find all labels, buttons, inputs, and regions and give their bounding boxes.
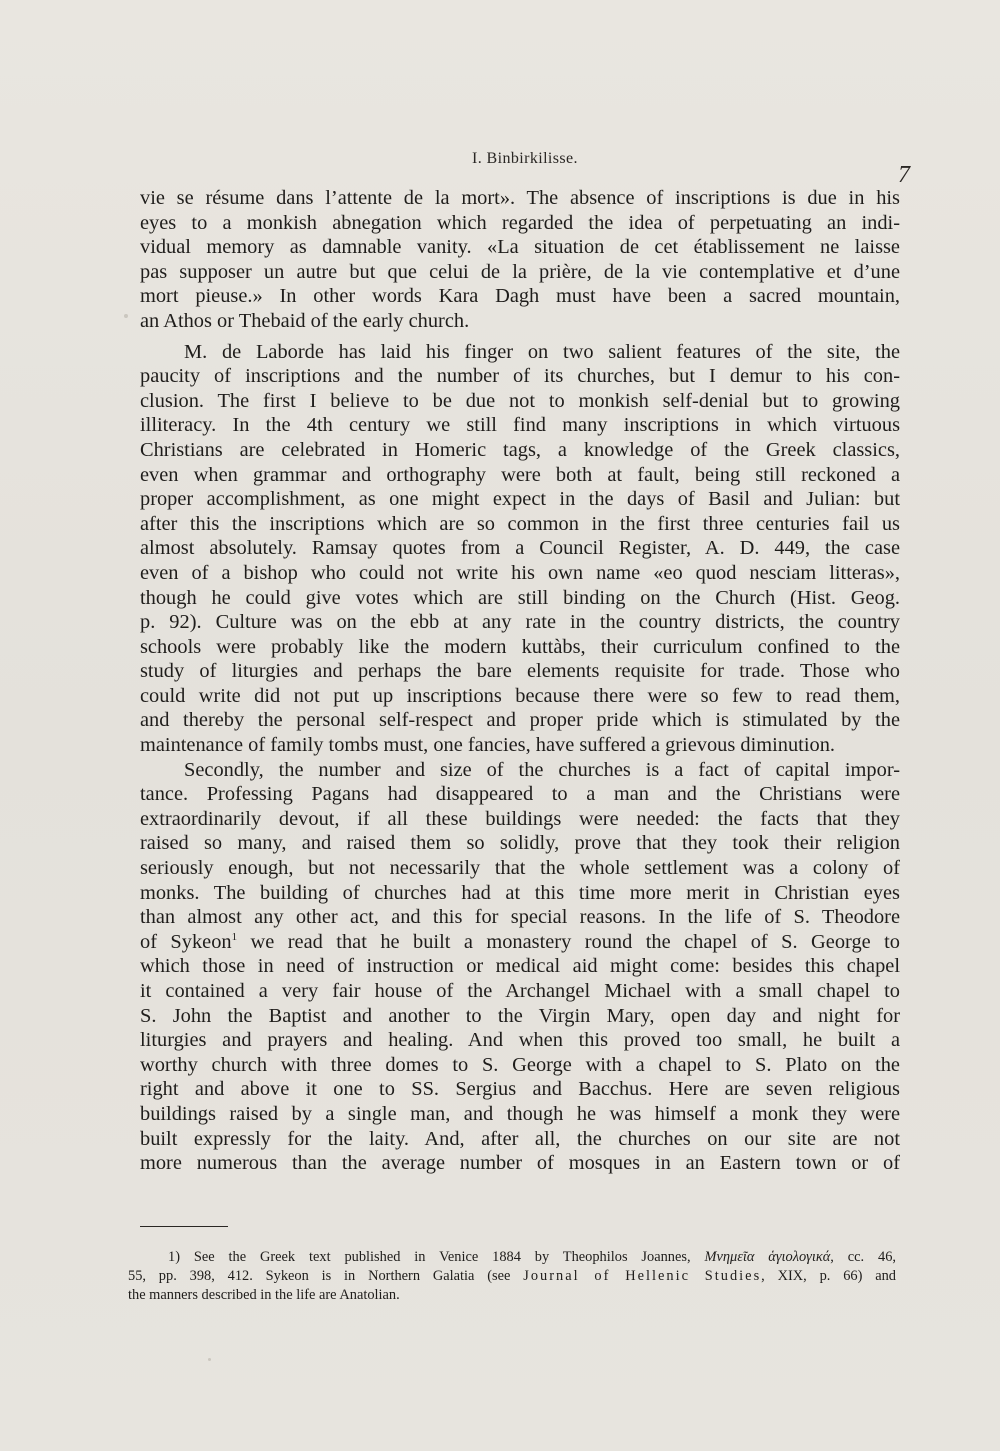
footnote-line: [128, 1267, 896, 1286]
text-line: tance. Professing Pagans had disappeared to a man and the Christians were: [140, 783, 900, 806]
text-line: eyes to a monkish abnegation which regarded the idea of perpetuating an indi-: [140, 211, 900, 234]
text-line: than almost any other act, and this for special reasons. In the life of S. Theodore: [140, 906, 900, 929]
text-line: could write did not put up inscriptions because there were so few to read them,: [140, 684, 900, 707]
paper-speck: [208, 1358, 211, 1361]
text-line: worthy church with three domes to S. George with a chapel to S. Plato on the: [140, 1053, 900, 1076]
text-line: S. John the Baptist and another to the Virgin Mary, open day and night for: [140, 1004, 900, 1027]
text-fragment: 55, pp. 398, 412. Sykeon is in Northern Galatia (see: [128, 1268, 524, 1284]
paper-speck: [124, 314, 128, 318]
text-line: right and above it one to SS. Sergius and Bacchus. Here are seven religious: [140, 1078, 900, 1101]
text-line: even of a bishop who could not write his own name «eo quod nesciam litteras»,: [140, 561, 900, 584]
text-fragment: , cc. 46,: [830, 1249, 896, 1265]
journal-title: Journal of Hellenic Studies: [523, 1268, 762, 1284]
text-line: pas supposer un autre but que celui de la prière, de la vie contemplative et d’une: [140, 260, 900, 283]
footnote-line: [128, 1248, 896, 1267]
text-line: liturgies and prayers and healing. And when this proved too small, he built a: [140, 1029, 900, 1052]
text-line: raised so many, and raised them so solidly, prove that they took their religion: [140, 832, 900, 855]
footnote-rule: [140, 1226, 228, 1227]
footnote-line: the manners described in the life are Anatolian.: [128, 1287, 400, 1303]
running-head: I. Binbirkilisse.: [472, 150, 578, 167]
text-line: Secondly, the number and size of the churches is a fact of capital impor-: [184, 758, 900, 781]
text-line: paucity of inscriptions and the number of its churches, but I demur to his con-: [140, 365, 900, 388]
text-fragment: we read that he built a monastery round the chapel of S. George to: [237, 930, 900, 953]
text-line: schools were probably like the modern kuttàbs, their curriculum confined to the: [140, 635, 900, 658]
footnote-marker[interactable]: 1: [231, 931, 238, 944]
text-line: illiteracy. In the 4th century we still find many inscriptions in which virtuous: [140, 414, 900, 437]
text-line: built expressly for the laity. And, after all, the churches on our site are not: [140, 1127, 900, 1150]
text-fragment: , XIX, p. 66) and: [761, 1268, 896, 1284]
text-line: vidual memory as damnable vanity. «La situation de cet établissement ne laisse: [140, 236, 900, 259]
text-line: even when grammar and orthography were both at fault, being still reckoned a: [140, 463, 900, 486]
text-line: an Athos or Thebaid of the early church.: [140, 309, 470, 332]
paper-speck: [793, 352, 798, 357]
text-line: clusion. The first I believe to be due not to monkish self-denial but to growing: [140, 389, 900, 412]
text-line: buildings raised by a single man, and though he was himself a monk they were: [140, 1102, 900, 1125]
text-line: [140, 930, 900, 955]
text-line: and thereby the personal self-respect and proper pride which is stimulated by the: [140, 709, 900, 732]
text-line: p. 92). Culture was on the ebb at any rate in the country districts, the country: [140, 611, 900, 634]
text-line: proper accomplishment, as one might expect in the days of Basil and Julian: but: [140, 488, 900, 511]
text-line: study of liturgies and perhaps the bare elements requisite for trade. Those who: [140, 660, 900, 683]
text-line: M. de Laborde has laid his finger on two salient features of the site, the: [184, 340, 900, 363]
greek-title: Μνημεῖα ἁγιολογικά: [704, 1249, 831, 1265]
footnote: [128, 1248, 896, 1305]
text-line: it contained a very fair house of the Archangel Michael with a small chapel to: [140, 980, 900, 1002]
text-line: maintenance of family tombs must, one fancies, have suffered a grievous diminution.: [140, 734, 835, 757]
text-line: more numerous than the average number of mosques in an Eastern town or of: [140, 1152, 900, 1175]
text-fragment: 1) See the Greek text published in Venice 1884 by Theophilos Joannes,: [168, 1249, 705, 1265]
page-number: 7: [898, 162, 910, 188]
text-line: seriously enough, but not necessarily that the whole settlement was a colony of: [140, 857, 900, 880]
body-text: [140, 186, 900, 1176]
text-line: after this the inscriptions which are so common in the first three centuries fail us: [140, 512, 900, 535]
text-line: vie se résume dans l’attente de la mort». The absence of inscriptions is due in his: [140, 187, 900, 209]
text-line: monks. The building of churches had at this time more merit in Christian eyes: [140, 881, 900, 904]
text-line: mort pieuse.» In other words Kara Dagh must have been a sacred mountain,: [140, 285, 900, 308]
text-fragment: of Sykeon: [140, 930, 232, 953]
text-line: almost absolutely. Ramsay quotes from a Council Register, A. D. 449, the case: [140, 537, 900, 560]
text-line: Christians are celebrated in Homeric tags, a knowledge of the Greek classics,: [140, 438, 900, 461]
text-line: though he could give votes which are still binding on the Church (Hist. Geog.: [140, 586, 900, 609]
text-line: extraordinarily devout, if all these buildings were needed: the facts that they: [140, 807, 900, 830]
text-line: which those in need of instruction or medical aid might come: besides this chapel: [140, 955, 900, 978]
